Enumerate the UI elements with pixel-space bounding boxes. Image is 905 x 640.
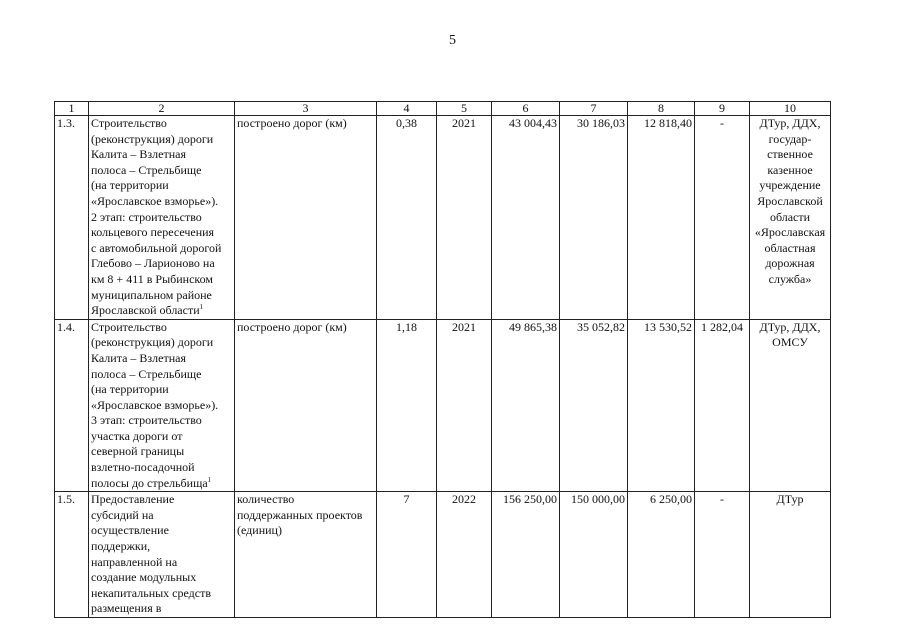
table-row [55,492,831,618]
year: 2021 [437,116,492,320]
federal-amount: 150 000,00 [560,492,628,618]
executor: ДТур, ДДХ, государ- ственное казенное учреждение Ярославской области «Ярославская областная дорожная служба» [750,116,831,320]
column-number: 8 [628,102,695,116]
measure-name: Строительство (реконструкция) дороги Калита – Взлетная полоса – Стрельбище (на территории «Ярославское взморье»). 2 этап: строительство кольцевого пересечения с автомобильной дорогой Глебово – Ларионово на км 8 + 411 в Рыбинском муниципальном районе Ярославской области [91,116,222,318]
indicator-value: 7 [377,492,437,618]
indicator-value: 1,18 [377,319,437,492]
measure-name: Строительство (реконструкция) дороги Калита – Взлетная полоса – Стрельбище (на территории «Ярославское взморье»). 3 этап: строительство участка дороги от северной границы взлетно-посадочной полосы до стрельбища [91,319,219,490]
local-amount: - [695,116,750,320]
local-amount: 1 282,04 [695,319,750,492]
executor: ДТур [750,492,831,618]
footnote-mark: 1 [207,475,212,484]
table-row [55,116,831,320]
measure-name-cell [89,116,235,320]
column-number-row [55,102,831,116]
indicator-value: 0,38 [377,116,437,320]
page-number: 5 [449,33,456,48]
column-number: 10 [750,102,831,116]
column-number: 4 [377,102,437,116]
column-number: 9 [695,102,750,116]
row-number: 1.3. [55,116,89,320]
total-amount: 49 865,38 [492,319,560,492]
row-number: 1.4. [55,319,89,492]
column-number: 7 [560,102,628,116]
column-number: 2 [89,102,235,116]
regional-amount: 13 530,52 [628,319,695,492]
table-row [55,319,831,492]
program-table [54,101,831,618]
federal-amount: 30 186,03 [560,116,628,320]
measure-name-cell [89,492,235,618]
regional-amount: 12 818,40 [628,116,695,320]
executor: ДТур, ДДХ, ОМСУ [750,319,831,492]
local-amount: - [695,492,750,618]
total-amount: 156 250,00 [492,492,560,618]
measure-name-cell [89,319,235,492]
column-number: 5 [437,102,492,116]
column-number: 6 [492,102,560,116]
column-number: 3 [235,102,377,116]
year: 2021 [437,319,492,492]
regional-amount: 6 250,00 [628,492,695,618]
total-amount: 43 004,43 [492,116,560,320]
year: 2022 [437,492,492,618]
measure-name: Предоставление субсидий на осуществление поддержки, направленной на создание модульных некапитальных средств размещения в [91,492,212,616]
footnote-mark: 1 [199,303,204,312]
indicator-name: количество поддержанных проектов (единиц) [235,492,377,618]
indicator-name: построено дорог (км) [235,116,377,320]
federal-amount: 35 052,82 [560,319,628,492]
row-number: 1.5. [55,492,89,618]
column-number: 1 [55,102,89,116]
indicator-name: построено дорог (км) [235,319,377,492]
